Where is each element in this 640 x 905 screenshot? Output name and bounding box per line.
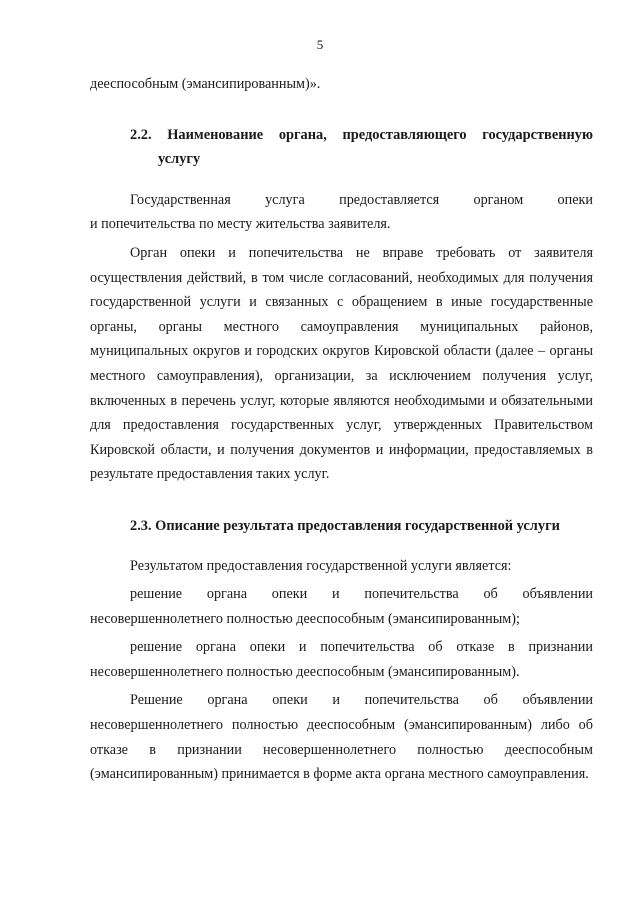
paragraph-result-decision: решение органа опеки и попечительства об объявлении несовершеннолетнего полностью дееспособным (эмансипированным); (90, 586, 593, 627)
paragraph-result-refusal: решение органа опеки и попечительства об отказе в признании несовершеннолетнего полностью дееспособным (эмансипированным). (90, 639, 593, 680)
paragraph-result-intro: Результатом предоставления государственной услуги является: (130, 557, 512, 574)
paragraph-service-provider-line2: и попечительства по месту жительства заявителя. (90, 216, 391, 233)
section-heading-2-2 (90, 123, 593, 172)
section-heading-2-3: 2.3. Описание результата предоставления государственной услуги (130, 517, 560, 534)
paragraph-continuation: дееспособным (эмансипированным)». (90, 76, 321, 92)
paragraph-decision-form: Решение органа опеки и попечительства об объявлении несовершеннолетнего полностью дееспособным (эмансипированным) либо об отказе в признании несовершеннолетнего полностью дееспособным (эмансипированным) принимается в форме акта органа местного самоуправления. (90, 692, 593, 783)
paragraph-service-provider-line1: Государственная услуга предоставляется органом опеки (130, 191, 593, 208)
document-body (90, 72, 593, 787)
section-heading-2-2-line1: 2.2. Наименование органа, предоставляющего государственную (130, 126, 593, 143)
section-heading-2-2-line2: услугу (158, 151, 201, 168)
page-number: 5 (316, 37, 324, 52)
paragraph-restrictions: Орган опеки и попечительства не вправе требовать от заявителя осуществления действий, в том числе согласований, необходимых для получения государственной услуги и связанных с обращением в иные государственные органы, органы местного самоуправления муниципальных районов, муниципальных округов и городских округов Кировской области (далее – органы местного самоуправления), организации, за исключением получения услуг, включенных в перечень услуг, которые являются необходимыми и обязательными для предоставления государственных услуг, утвержденных Правительством Кировской области, и получения документов и информации, предоставляемых в результате предоставления таких услуг. (90, 244, 593, 483)
